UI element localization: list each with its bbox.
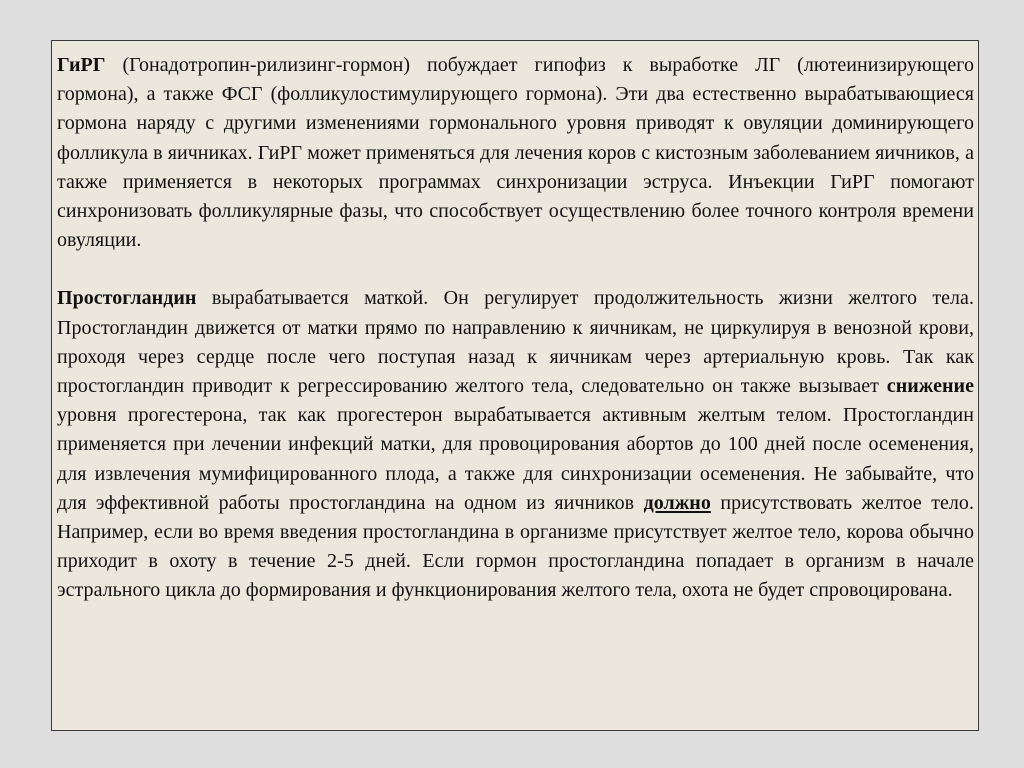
paragraph-prostaglandin-text-1: вырабатывается маткой. Он регулирует продолжительность жизни желтого тела. Простогландин движется от матки прямо по направлению к яичникам, не циркулируя в венозной крови, проходя через сердце после чего поступая назад к яичникам через артериальную кровь. Так как простогландин приводит к регрессированию желтого тела, следовательно он также вызывает <box>57 287 974 398</box>
term-prostaglandin: Простогландин <box>57 287 197 310</box>
paragraph-prostaglandin <box>57 284 974 605</box>
text-box <box>51 40 979 731</box>
paragraph-prostaglandin-text-2: уровня прогестерона, так как прогестерон вырабатывается активным желтым телом. Простогландин применяется при лечении инфекций матки, для провоцирования абортов до 100 дней после осеменения, для извлечения мумифицированного плода, а также для синхронизации осеменения. Не забывайте, что для эффективной работы простогландина на одном из яичников <box>57 404 974 514</box>
paragraph-prostaglandin-text-3: присутствовать желтое тело. Например, если во время введения простогландина в организме присутствует желтое тело, корова обычно приходит в охоту в течение 2-5 дней. Если гормон простогландина попадает в организм в начале эстрального цикла до формирования и функционирования желтого тела, охота не будет спровоцирована. <box>57 491 974 602</box>
term-gnrh: ГиРГ <box>57 54 106 76</box>
emphasis-decrease: снижение <box>886 375 974 398</box>
emphasis-must: должно <box>643 491 711 514</box>
paragraph-gnrh <box>57 51 974 255</box>
paragraph-gnrh-text: (Гонадотропин-рилизинг-гормон) побуждает гипофиз к выработке ЛГ (лютеинизирующего гормона), а также ФСГ (фолликулостимулирующего гормона). Эти два естественно вырабатывающиеся гормона наряду с другими изменениями гормонального уровня приводят к овуляции доминирующего фолликула в яичниках. ГиРГ может применяться для лечения коров с кистозным заболеванием яичников, а также применяется в некоторых программах синхронизации эструса. Инъекции ГиРГ помогают синхронизовать фолликулярные фазы, что способствует осуществлению более точного контроля времени овуляции. <box>57 54 974 252</box>
